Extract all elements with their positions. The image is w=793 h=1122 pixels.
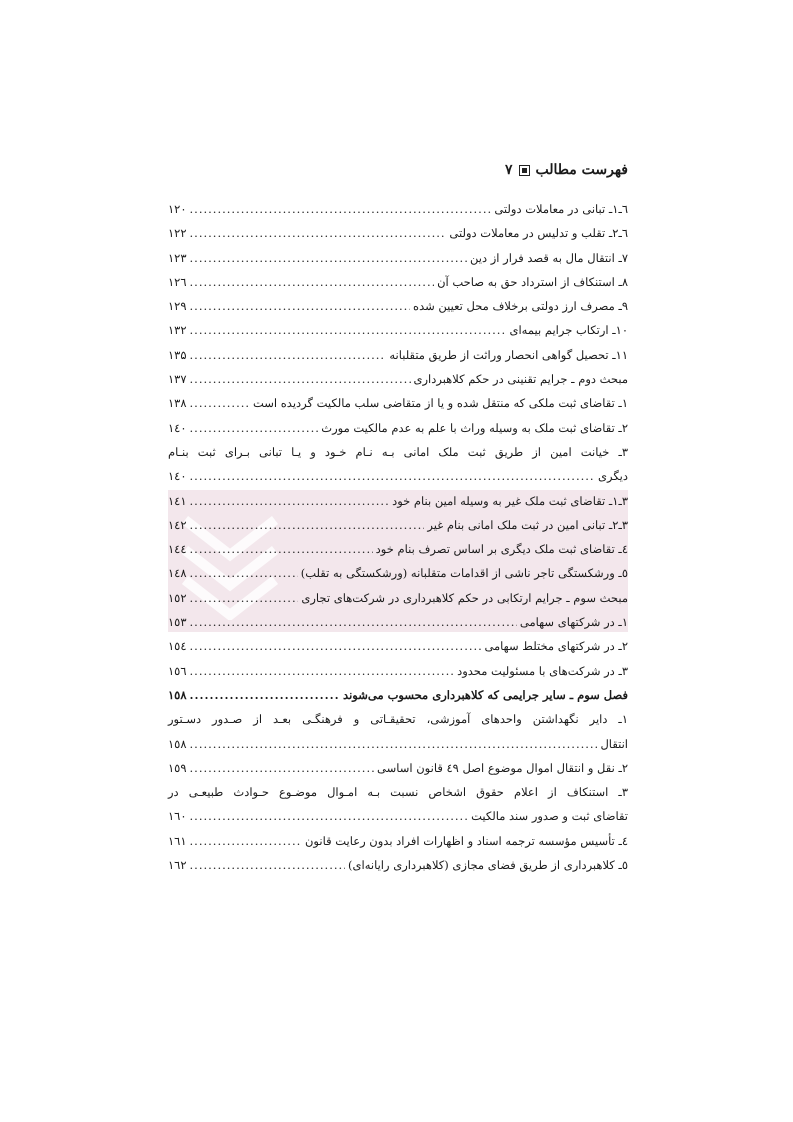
toc-entry-title: ۲ـ در شرکتهای مختلط سهامی xyxy=(484,639,628,654)
toc-entry xyxy=(168,610,628,634)
dot-leader xyxy=(190,829,302,853)
toc-entry xyxy=(168,416,628,440)
toc-entry-page: ۱۲۲ xyxy=(168,226,187,241)
toc-entry-page: ۱٦۲ xyxy=(168,858,187,873)
toc-entry-title: مبحث سوم ـ جرایم ارتکابی در حکم کلاهبرداری در شرکت‌های تجاری xyxy=(301,590,628,605)
dot-leader xyxy=(190,343,387,367)
toc-entry-page: ۱٦۰ xyxy=(168,809,187,824)
toc-entry-title: ۱ـ در شرکتهای سهامی xyxy=(519,615,628,630)
toc-entry xyxy=(168,294,628,318)
dot-leader xyxy=(190,804,469,828)
dot-leader xyxy=(190,489,390,513)
header-title: فهرست مطالب xyxy=(535,162,628,178)
toc-entry-title: تقاضای ثبت و صدور سند مالکیت xyxy=(471,809,628,824)
toc-entry-page: ۱۳۲ xyxy=(168,323,187,338)
table-of-contents xyxy=(168,197,628,877)
toc-entry xyxy=(168,586,628,610)
toc-entry xyxy=(168,464,628,488)
toc-entry-title: ۹ـ مصرف ارز دولتی برخلاف محل تعیین شده xyxy=(413,299,628,314)
toc-entry xyxy=(168,853,628,877)
toc-entry xyxy=(168,659,628,683)
toc-entry xyxy=(168,221,628,245)
toc-entry-title: ۳ـ در شرکت‌های با مسئولیت محدود xyxy=(457,663,628,678)
toc-entry xyxy=(168,197,628,221)
toc-entry xyxy=(168,343,628,367)
dot-leader xyxy=(190,561,298,585)
dot-leader xyxy=(190,294,411,318)
toc-entry-title: انتقال xyxy=(600,736,628,751)
toc-entry-title: دیگری xyxy=(597,469,628,484)
dot-leader xyxy=(190,246,467,270)
toc-entry-page: ۱٥۹ xyxy=(168,760,187,775)
toc-entry-title: ٦ـ١ـ تبانی در معاملات دولتی xyxy=(494,202,628,216)
toc-entry xyxy=(168,634,628,658)
toc-entry xyxy=(168,683,628,707)
toc-entry-line: ۱ـ دایر نگهداشتن واحدهای آموزشی، تحقیقـاتی و فرهنگـی بعـد از صـدور دسـتور xyxy=(168,712,628,727)
toc-entry-page: ۱٥۳ xyxy=(168,615,187,630)
header-page-number: ۷ xyxy=(504,162,513,178)
toc-entry-title: مبحث دوم ـ جرایم تقنینی در حکم کلاهبرداری xyxy=(413,372,628,387)
toc-entry-title: ۳ـ۱ـ تقاضای ثبت ملک غیر به وسیله امین بنام خود xyxy=(392,493,628,508)
toc-entry-title: ۱ـ تقاضای ثبت ملکی که منتقل شده و یا از متقاضی سلب مالکیت گردیده است xyxy=(252,396,628,411)
toc-entry xyxy=(168,829,628,853)
toc-entry xyxy=(168,732,628,756)
toc-entry-title: ۱۰ـ ارتکاب جرایم بیمه‌ای xyxy=(509,323,628,338)
dot-leader xyxy=(190,537,373,561)
toc-entry-line: ۳ـ خیانت امین از طریق ثبت ملک امانی بـه نـام خـود و یـا تبانی بـرای ثبت بنـام xyxy=(168,444,628,459)
toc-entry-page: ۱۲۳ xyxy=(168,250,187,265)
dot-leader xyxy=(190,853,346,877)
square-bullet-icon xyxy=(519,165,530,176)
toc-entry-title: ۷ـ انتقال مال به قصد فرار از دین xyxy=(470,250,628,265)
toc-entry-title: ٦ـ٢ـ تقلب و تدلیس در معاملات دولتی xyxy=(449,226,628,241)
toc-entry-page: ۱٦۱ xyxy=(168,833,187,848)
dot-leader xyxy=(190,586,299,610)
toc-entry-title: ٤ـ تقاضای ثبت ملک دیگری بر اساس تصرف بنام خود xyxy=(375,542,628,557)
toc-entry-line: ۳ـ استنکاف از اعلام حقوق اشخاص نسبت بـه امـوال موضـوع حـوادث طبیعـی در xyxy=(168,785,628,800)
toc-entry xyxy=(168,391,628,415)
toc-entry-title: فصل سوم ـ سایر جرایمی که کلاهبرداری محسوب می‌شوند xyxy=(343,687,628,702)
dot-leader xyxy=(190,197,492,221)
toc-entry-page: ۱٥۸ xyxy=(168,736,187,751)
toc-entry-page: ۱۳۸ xyxy=(168,396,187,411)
toc-entry xyxy=(168,537,628,561)
toc-entry-page: ۱۳۷ xyxy=(168,372,187,387)
toc-entry-title: ۸ـ استنکاف از استرداد حق به صاحب آن xyxy=(437,274,628,289)
dot-leader xyxy=(190,513,425,537)
toc-entry xyxy=(168,270,628,294)
toc-entry-page: ۱٤٤ xyxy=(168,542,187,557)
toc-entry-page: ۱٤۸ xyxy=(168,566,187,581)
toc-entry-page: ۱٤۱ xyxy=(168,493,187,508)
dot-leader xyxy=(190,391,250,415)
dot-leader xyxy=(190,270,435,294)
running-header xyxy=(168,158,628,182)
toc-entry-page: ۱۲۹ xyxy=(168,299,187,314)
dot-leader xyxy=(190,756,374,780)
toc-entry xyxy=(168,513,628,537)
toc-entry xyxy=(168,561,628,585)
toc-entry-page: ۱٤۰ xyxy=(168,420,187,435)
toc-entry-title: ۲ـ تقاضای ثبت ملک به وسیله وراث با علم به عدم مالکیت مورث xyxy=(321,420,628,435)
toc-entry-page: ۱٥٦ xyxy=(168,663,187,678)
dot-leader xyxy=(190,610,517,634)
dot-leader xyxy=(190,732,598,756)
toc-entry-title: ۳ـ۲ـ تبانی امین در ثبت ملک امانی بنام غیر xyxy=(427,517,628,532)
dot-leader xyxy=(190,634,482,658)
toc-entry-title: ٥ـ کلاهبرداری از طریق فضای مجازی (کلاهبرداری رایانه‌ای) xyxy=(348,858,628,873)
dot-leader xyxy=(190,464,595,488)
toc-entry-page: ۱۳۵ xyxy=(168,347,187,362)
toc-entry-page: ۱٤۰ xyxy=(168,469,187,484)
dot-leader xyxy=(190,659,455,683)
toc-entry-page: ۱۲٦ xyxy=(168,274,187,289)
toc-entry xyxy=(168,318,628,342)
toc-entry-title: ۱۱ـ تحصیل گواهی انحصار وراثت از طریق متقلبانه xyxy=(389,347,628,362)
dot-leader xyxy=(190,318,507,342)
toc-entry-page: ۱٥٤ xyxy=(168,639,187,654)
toc-entry xyxy=(168,804,628,828)
dot-leader xyxy=(190,416,319,440)
toc-entry xyxy=(168,756,628,780)
toc-entry-page: ۱۲۰ xyxy=(168,202,187,216)
toc-entry xyxy=(168,489,628,513)
toc-entry-title: ۲ـ نقل و انتقال اموال موضوع اصل ٤۹ قانون اساسی xyxy=(377,760,628,775)
toc-entry-page: ۱٥۸ xyxy=(168,687,187,702)
toc-entry xyxy=(168,246,628,270)
dot-leader xyxy=(190,683,341,707)
toc-entry-page: ۱٥۲ xyxy=(168,590,187,605)
toc-entry-page: ۱٤۲ xyxy=(168,517,187,532)
dot-leader xyxy=(190,221,447,245)
toc-entry-title: ٤ـ تأسیس مؤسسه ترجمه اسناد و اظهارات افراد بدون رعایت قانون xyxy=(304,833,628,848)
toc-entry-title: ٥ـ ورشکستگی تاجر ناشی از اقدامات متقلبانه (ورشکستگی به تقلب) xyxy=(300,566,628,581)
toc-entry xyxy=(168,367,628,391)
dot-leader xyxy=(190,367,411,391)
